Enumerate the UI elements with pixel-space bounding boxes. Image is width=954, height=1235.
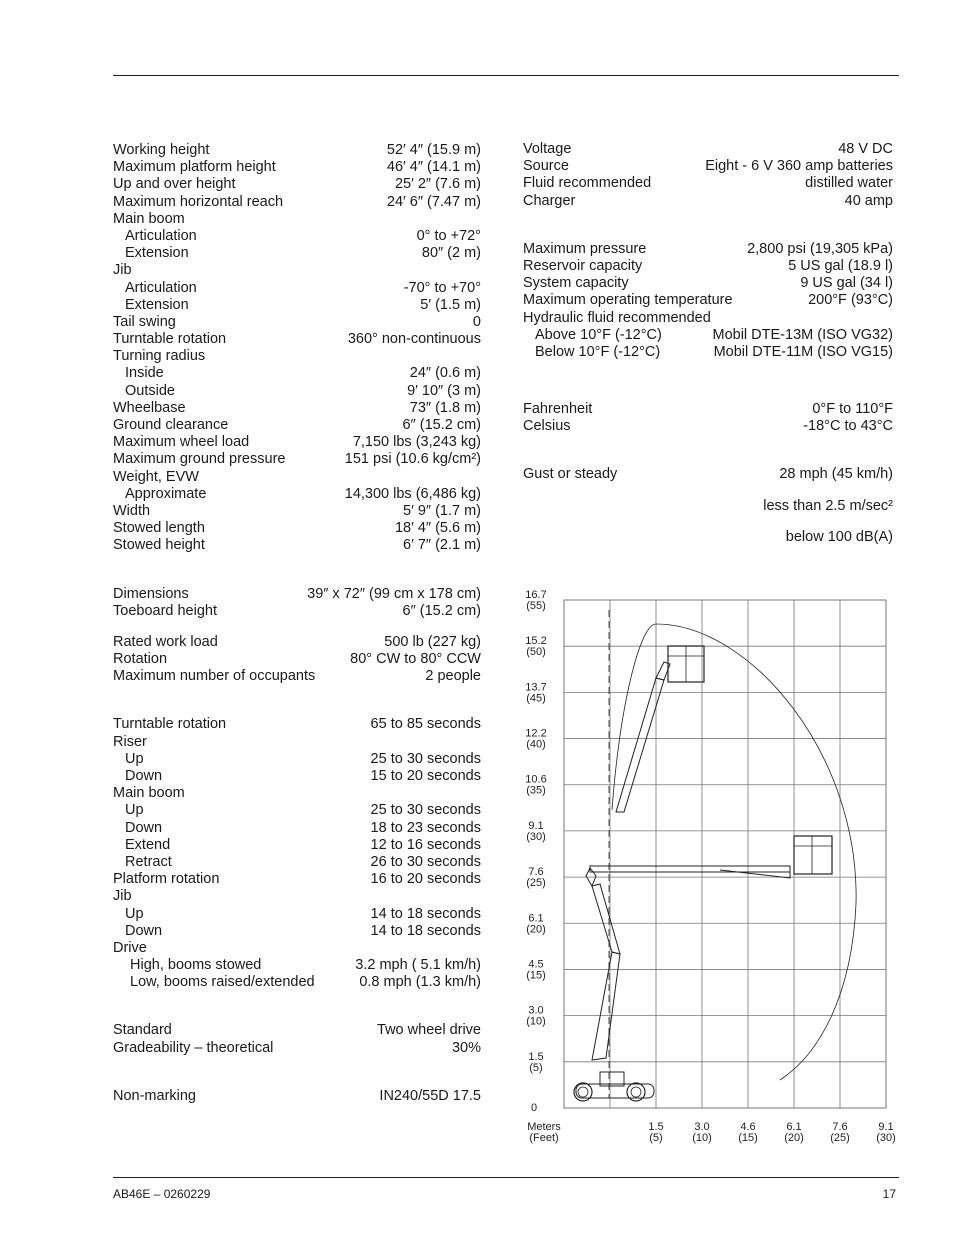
spec-label: Maximum ground pressure (113, 451, 286, 468)
spec-row (113, 854, 481, 871)
spec-label: Fahrenheit (523, 401, 593, 418)
spec-value: 6′ 7″ (2.1 m) (403, 537, 481, 554)
x-tick-meters: 6.1 (786, 1121, 802, 1133)
x-tick-meters: 3.0 (694, 1121, 710, 1133)
page-number: 17 (882, 1187, 896, 1201)
x-tick-meters: 9.1 (878, 1121, 894, 1133)
spec-value: Eight - 6 V 360 amp batteries (705, 158, 893, 175)
y-tick-feet: (35) (526, 784, 546, 797)
spec-label: Extension (125, 296, 189, 313)
section-spacer (113, 1057, 481, 1088)
spec-label: Maximum wheel load (113, 434, 250, 451)
spec-row (113, 245, 481, 262)
spec-row (113, 716, 481, 733)
header-rule (113, 75, 899, 76)
spec-row (113, 974, 481, 991)
spec-row (113, 888, 481, 905)
spec-label: Up (125, 750, 144, 767)
spec-value: 28 mph (45 km/h) (779, 466, 893, 483)
spec-row (523, 141, 893, 158)
spec-label: Charger (523, 192, 576, 209)
spec-value: 14,300 lbs (6,486 kg) (344, 485, 481, 502)
spec-value: 24′ 6″ (7.47 m) (386, 193, 481, 210)
spec-row (113, 365, 481, 382)
spec-value: -18°C to 43°C (803, 418, 893, 435)
spec-row (113, 469, 481, 486)
spec-row (113, 1022, 481, 1039)
spec-row (113, 957, 481, 974)
spec-label: Rated work load (113, 633, 218, 650)
footer-rule (113, 1177, 899, 1178)
spec-label: Reservoir capacity (523, 257, 643, 274)
rear-wheel-hub (578, 1087, 588, 1097)
spec-value: 80″ (2 m) (421, 245, 481, 262)
section-spacer (113, 620, 481, 634)
spec-row (113, 820, 481, 837)
spec-value: 80° CW to 80° CCW (350, 651, 481, 668)
x-tick-feet: (25) (830, 1132, 850, 1144)
y-tick-feet: (5) (529, 1061, 543, 1074)
spec-value: less than 2.5 m/sec² (763, 497, 893, 514)
spec-label: Down (125, 922, 163, 939)
spec-row (113, 348, 481, 365)
x-tick-meters: 4.6 (740, 1121, 756, 1133)
spec-label: Articulation (125, 227, 197, 244)
spec-row (113, 262, 481, 279)
spec-label: Maximum horizontal reach (113, 193, 284, 210)
spec-row (523, 258, 893, 275)
spec-label: Extension (125, 245, 189, 262)
spec-row (113, 923, 481, 940)
spec-label: Standard (113, 1022, 172, 1039)
spec-row (523, 327, 893, 344)
spec-label: Voltage (523, 141, 572, 157)
y-tick-meters: 7.6 (528, 866, 544, 879)
spec-row (113, 400, 481, 417)
spec-row (113, 734, 481, 751)
x-axis-labels (527, 1121, 896, 1144)
spec-row (523, 158, 893, 175)
spec-value: 500 lb (227 kg) (384, 633, 481, 650)
origin-label: 0 (530, 1102, 538, 1114)
spec-row (113, 651, 481, 668)
spec-label: Turntable rotation (113, 716, 227, 733)
upper-riser (592, 884, 620, 954)
spec-label: Gradeability – theoretical (113, 1039, 274, 1056)
spec-row (113, 417, 481, 434)
spec-value: 5′ (1.5 m) (420, 296, 481, 313)
spec-row (113, 228, 481, 245)
section-spacer (523, 210, 893, 241)
spec-value: distilled water (805, 175, 893, 192)
document-id: AB46E – 0260229 (113, 1187, 211, 1201)
x-tick-feet: (10) (692, 1132, 712, 1144)
spec-value: 5′ 9″ (1.7 m) (403, 502, 481, 519)
spec-value: 30% (451, 1039, 481, 1056)
spec-row (113, 211, 481, 228)
spec-row (113, 159, 481, 176)
spec-value: 46′ 4″ (14.1 m) (386, 159, 481, 176)
spec-label: Jib (113, 262, 132, 279)
section-spacer (523, 484, 893, 498)
spec-value: 26 to 30 seconds (370, 853, 481, 870)
left-spec-column (113, 142, 481, 1105)
spec-label: Gust or steady (523, 466, 618, 483)
spec-value: 6″ (15.2 cm) (402, 417, 481, 433)
spec-label: Weight, EVW (113, 468, 199, 485)
spec-row (523, 529, 893, 546)
spec-row (113, 434, 481, 451)
spec-value: 18′ 4″ (5.6 m) (394, 520, 481, 537)
spec-value: 200°F (93°C) (808, 292, 893, 309)
spec-row (113, 906, 481, 923)
spec-label: Outside (125, 382, 175, 399)
spec-value: 39″ x 72″ (99 cm x 178 cm) (307, 585, 481, 602)
spec-value: 18 to 23 seconds (370, 819, 481, 836)
spec-row (113, 1088, 481, 1105)
spec-value: -70° to +70° (403, 279, 481, 296)
spec-value: 14 to 18 seconds (370, 922, 481, 939)
spec-row (113, 503, 481, 520)
spec-value: 48 V DC (838, 141, 893, 157)
spec-row (113, 802, 481, 819)
spec-row (523, 310, 893, 327)
spec-row (113, 383, 481, 400)
y-tick-meters: 3.0 (528, 1004, 544, 1017)
spec-value: 15 to 20 seconds (370, 768, 481, 784)
spec-label: Wheelbase (113, 399, 186, 416)
section-spacer (523, 515, 893, 529)
spec-row (113, 871, 481, 888)
chart-grid (564, 600, 886, 1108)
spec-value: 16 to 20 seconds (370, 871, 481, 888)
y-tick-meters: 16.7 (525, 589, 547, 601)
spec-value: Two wheel drive (377, 1022, 481, 1039)
y-tick-meters: 9.1 (528, 819, 544, 832)
spec-value: 73″ (1.8 m) (409, 399, 481, 416)
spec-value: 0°F to 110°F (812, 401, 893, 418)
spec-label: Up (125, 802, 144, 819)
y-tick-feet: (10) (526, 1015, 546, 1028)
y-tick-meters: 10.6 (525, 773, 547, 786)
spec-label: Non-marking (113, 1087, 196, 1104)
spec-label: Drive (113, 939, 147, 956)
spec-row (113, 280, 481, 297)
spec-label: Source (523, 158, 569, 175)
spec-row (523, 292, 893, 309)
y-tick-feet: (15) (526, 969, 546, 982)
spec-row (113, 634, 481, 651)
working-range-chart (520, 584, 900, 1144)
spec-value: 40 amp (844, 192, 893, 209)
spec-label: Below 10°F (-12°C) (535, 343, 661, 360)
spec-value: 2 people (425, 668, 481, 685)
spec-label: Ground clearance (113, 417, 229, 433)
y-tick-meters: 15.2 (525, 635, 547, 648)
spec-label: Working height (113, 142, 210, 158)
section-spacer (113, 685, 481, 716)
spec-value: 6″ (15.2 cm) (402, 602, 481, 619)
spec-label: Rotation (113, 651, 168, 668)
spec-label: Stowed length (113, 520, 205, 537)
right-spec-column (523, 141, 893, 546)
spec-label: Dimensions (113, 585, 189, 602)
x-unit-feet: (Feet) (529, 1132, 559, 1144)
spec-value: 25 to 30 seconds (370, 802, 481, 819)
spec-label: Hydraulic fluid recommended (523, 309, 711, 326)
section-spacer (523, 435, 893, 466)
x-unit-meters: Meters (527, 1121, 561, 1133)
x-tick-feet: (20) (784, 1132, 804, 1144)
spec-label: Down (125, 819, 163, 836)
spec-row (113, 537, 481, 554)
spec-label: Riser (113, 733, 147, 750)
spec-row (523, 498, 893, 515)
y-tick-feet: (45) (526, 692, 546, 705)
spec-row (113, 603, 481, 620)
main-boom-raised (616, 678, 664, 812)
y-tick-meters: 13.7 (525, 681, 547, 694)
spec-label: Toeboard height (113, 602, 217, 619)
x-tick-feet: (5) (649, 1132, 663, 1144)
spec-value: 9′ 10″ (3 m) (407, 382, 481, 399)
spec-row (523, 175, 893, 192)
section-spacer (113, 991, 481, 1022)
spec-row (523, 193, 893, 210)
spec-row (113, 837, 481, 854)
y-tick-meters: 6.1 (528, 912, 544, 925)
spec-value: IN240/55D 17.5 (379, 1087, 481, 1104)
spec-row (523, 275, 893, 292)
spec-value: 52′ 4″ (15.9 m) (386, 142, 481, 158)
spec-row (113, 586, 481, 603)
spec-row (113, 785, 481, 802)
spec-value: 0.8 mph (1.3 km/h) (359, 974, 481, 991)
spec-label: Turning radius (113, 348, 206, 365)
spec-label: Maximum pressure (523, 240, 647, 257)
spec-row (523, 466, 893, 483)
spec-label: Approximate (125, 485, 207, 502)
spec-row (113, 751, 481, 768)
spec-label: System capacity (523, 275, 629, 292)
front-wheel-hub (631, 1087, 641, 1097)
spec-value: 2,800 psi (19,305 kPa) (747, 240, 893, 257)
spec-label: Up (125, 905, 144, 922)
spec-label: Up and over height (113, 176, 236, 193)
boom-lift-diagram (574, 610, 856, 1101)
platform-extended (794, 836, 832, 874)
spec-label: Turntable rotation (113, 331, 227, 348)
spec-row (113, 142, 481, 159)
spec-value: 360° non-continuous (347, 331, 481, 348)
spec-label: Main boom (113, 785, 185, 802)
y-tick-meters: 12.2 (525, 727, 547, 740)
spec-label: Tail swing (113, 313, 176, 330)
spec-row (113, 331, 481, 348)
spec-row (113, 668, 481, 685)
x-tick-meters: 7.6 (832, 1121, 848, 1133)
spec-row (113, 314, 481, 331)
spec-value: 25′ 2″ (7.6 m) (394, 176, 481, 193)
x-tick-feet: (30) (876, 1132, 896, 1144)
spec-label: Platform rotation (113, 871, 220, 888)
spec-value: 65 to 85 seconds (370, 716, 481, 733)
section-spacer (523, 361, 893, 401)
spec-label: Down (125, 768, 163, 784)
spec-value: 14 to 18 seconds (370, 905, 481, 922)
spec-label: Maximum platform height (113, 159, 276, 176)
y-axis-labels (525, 589, 546, 1114)
y-tick-meters: 1.5 (528, 1050, 544, 1063)
spec-label: Maximum number of occupants (113, 668, 316, 685)
spec-row (113, 194, 481, 211)
spec-row (523, 344, 893, 361)
spec-label: Low, booms raised/extended (130, 974, 315, 991)
spec-value: 12 to 16 seconds (370, 836, 481, 853)
spec-value: 9 US gal (34 l) (800, 275, 893, 292)
lower-riser (592, 952, 620, 1060)
main-boom-horizontal (590, 866, 790, 872)
y-tick-feet: (40) (526, 738, 546, 751)
spec-value: 0° to +72° (416, 227, 481, 244)
section-spacer (113, 555, 481, 586)
spec-row (113, 520, 481, 537)
spec-value: 24″ (0.6 m) (409, 365, 481, 382)
spec-label: Above 10°F (-12°C) (535, 326, 662, 343)
y-tick-feet: (20) (526, 923, 546, 936)
spec-value: Mobil DTE-11M (ISO VG15) (713, 343, 893, 360)
spec-label: Inside (125, 365, 164, 382)
spec-label: Maximum operating temperature (523, 292, 733, 309)
spec-row (113, 1040, 481, 1057)
spec-row (113, 940, 481, 957)
spec-row (523, 418, 893, 435)
spec-label: High, booms stowed (130, 957, 262, 974)
spec-label: Articulation (125, 279, 197, 296)
spec-value: 151 psi (10.6 kg/cm²) (344, 451, 481, 468)
spec-value: 25 to 30 seconds (370, 750, 481, 767)
y-tick-feet: (50) (526, 646, 546, 659)
y-tick-feet: (30) (526, 830, 546, 843)
spec-value: 3.2 mph ( 5.1 km/h) (355, 957, 481, 974)
spec-value: below 100 dB(A) (785, 528, 893, 545)
spec-value: 0 (472, 313, 481, 330)
spec-value: Mobil DTE-13M (ISO VG32) (712, 326, 893, 343)
spec-row (113, 486, 481, 503)
y-tick-feet: (25) (526, 877, 546, 890)
spec-value: 7,150 lbs (3,243 kg) (352, 434, 481, 451)
spec-label: Fluid recommended (523, 175, 652, 192)
spec-row (113, 451, 481, 468)
y-tick-meters: 4.5 (528, 958, 544, 971)
spec-label: Retract (125, 853, 172, 870)
y-tick-feet: (55) (526, 600, 546, 612)
spec-label: Stowed height (113, 537, 205, 554)
spec-label: Celsius (523, 418, 571, 435)
x-tick-meters: 1.5 (648, 1121, 664, 1133)
spec-value: 5 US gal (18.9 l) (788, 257, 893, 274)
spec-row (113, 768, 481, 785)
spec-label: Width (113, 502, 151, 519)
spec-row (113, 297, 481, 314)
spec-label: Main boom (113, 210, 185, 227)
spec-row (523, 241, 893, 258)
grid-frame (564, 600, 886, 1108)
spec-label: Jib (113, 888, 132, 905)
spec-row (523, 401, 893, 418)
x-tick-feet: (15) (738, 1132, 758, 1144)
spec-row (113, 176, 481, 193)
spec-label: Extend (125, 836, 171, 853)
